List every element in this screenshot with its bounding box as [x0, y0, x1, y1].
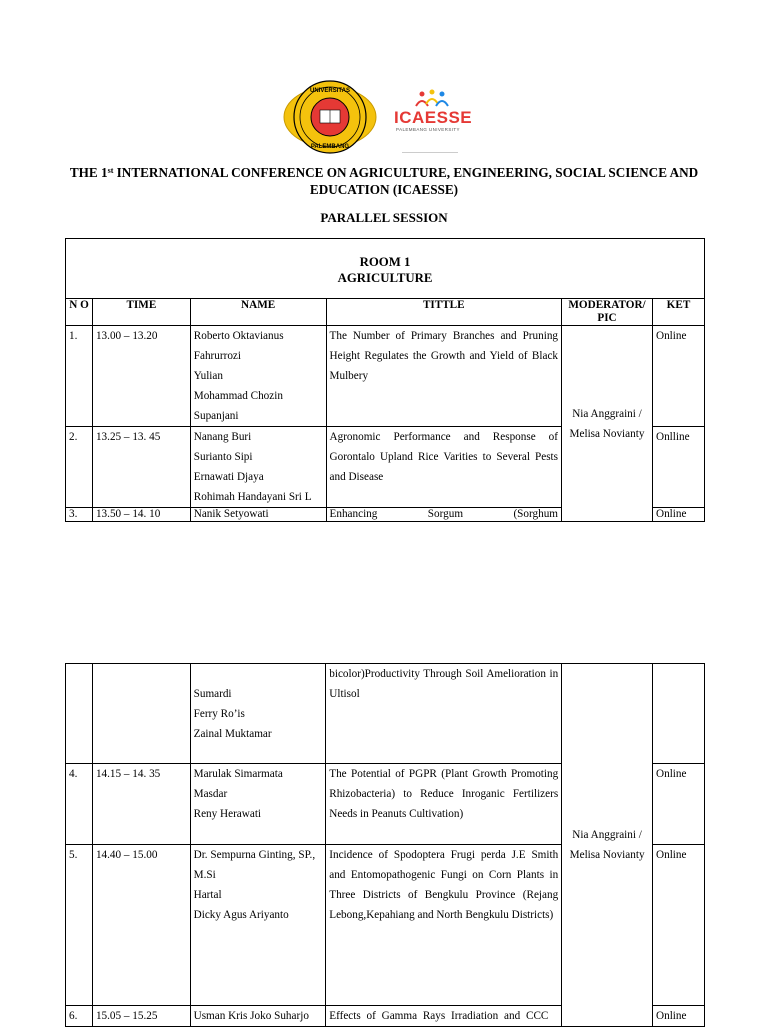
presenter-name: Fahrurrozi — [193, 350, 241, 362]
track-label: AGRICULTURE — [337, 270, 433, 285]
table-row — [66, 326, 705, 427]
row-no — [66, 664, 93, 764]
col-header-title: TITTLE — [326, 299, 561, 326]
presenter-name: Ernawati Djaya — [193, 471, 264, 483]
row-title: Effects of Gamma Rays Irradiation and CCC — [326, 1006, 562, 1027]
logo-divider — [402, 152, 458, 153]
presenter-name: Roberto Oktavianus — [193, 330, 284, 342]
row-time — [92, 664, 190, 764]
presenter-name: Mohammad Chozin — [193, 390, 283, 402]
presenter-name: Nanik Setyowati — [193, 508, 269, 520]
moderator-name: Nia Anggraini / — [572, 407, 642, 420]
row-ket: Online — [653, 1006, 705, 1027]
svg-text:UNIVERSITAS: UNIVERSITAS — [310, 88, 350, 94]
row-no: 4. — [66, 764, 93, 845]
row-names — [190, 427, 326, 508]
row-time: 14.15 – 14. 35 — [92, 764, 190, 845]
row-time: 15.05 – 15.25 — [92, 1006, 190, 1027]
row-no: 3. — [66, 508, 93, 522]
row-title: Incidence of Spodoptera Frugi perda J.E Smith and Entomopathogenic Fungi on Corn Plants in Three Districts of Bengkulu Province (Rejang Lebong,Kepahiang and North Bengkulu Districts) — [326, 845, 562, 1006]
moderator-name: Nia Anggraini / — [572, 829, 642, 841]
presenter-name — [194, 664, 323, 684]
icaesse-logo-subtext: PALEMBANG UNIVERSITY — [396, 127, 460, 132]
table-row — [66, 664, 705, 764]
moderator-name: Melisa Novianty — [569, 849, 645, 861]
conference-title: THE 1st INTERNATIONAL CONFERENCE ON AGRICULTURE, ENGINEERING, SOCIAL SCIENCE AND EDUCATION (ICAESSE) — [69, 165, 699, 197]
row-ket — [653, 664, 705, 764]
row-names — [190, 326, 326, 427]
col-header-time: TIME — [92, 299, 190, 326]
presenter-name: Dr. Sempurna Ginting, SP., M.Si — [193, 849, 316, 881]
presenter-name: Reny Herawati — [193, 808, 262, 820]
presenter-name: Zainal Muktamar — [193, 728, 272, 740]
room-label: ROOM 1 — [359, 255, 411, 269]
row-time: 13.25 – 13. 45 — [92, 427, 190, 508]
col-header-ket: KET — [652, 299, 704, 326]
row-ket: Online — [653, 845, 705, 1006]
row-time: 13.50 – 14. 10 — [92, 508, 190, 522]
moderator-name: Melisa Novianty — [569, 427, 645, 440]
row-names — [190, 1006, 326, 1027]
presenter-name: Surianto Sipi — [193, 451, 253, 463]
col-header-moderator: MODERATOR/ PIC — [562, 299, 653, 326]
presenter-name: Nanang Buri — [193, 431, 252, 443]
row-title: Agronomic Performance and Response of Gorontalo Upland Rice Varities to Several Pests and Disease — [326, 427, 561, 508]
col-header-name: NAME — [190, 299, 326, 326]
row-ket: Online — [652, 508, 704, 522]
room-header — [66, 239, 705, 299]
row-no: 5. — [66, 845, 93, 1006]
presenter-name: Dicky Agus Ariyanto — [193, 909, 289, 921]
presenter-name: Marulak Simarmata — [193, 768, 283, 780]
col-header-no: N O — [66, 299, 93, 326]
presenter-name: Sumardi — [193, 688, 232, 700]
row-title: The Number of Primary Branches and Pruning Height Regulates the Growth and Yield of Black Mulbery — [326, 326, 561, 427]
moderator-cell — [562, 664, 653, 1027]
svg-text:PALEMBANG: PALEMBANG — [310, 144, 350, 150]
schedule-table-page-2 — [65, 663, 705, 1027]
presenter-name: Supanjani — [193, 410, 239, 422]
header-logos — [282, 78, 482, 158]
row-no: 1. — [66, 326, 93, 427]
presenter-name: Masdar — [193, 788, 228, 800]
row-title: Enhancing Sorgum (Sorghum — [326, 508, 561, 522]
session-title: PARALLEL SESSION — [320, 210, 448, 225]
university-seal-logo — [282, 78, 378, 156]
row-ket: Online — [652, 326, 704, 427]
row-time: 14.40 – 15.00 — [92, 845, 190, 1006]
presenter-name: Ferry Ro’is — [193, 708, 245, 720]
schedule-table-page-1 — [65, 238, 705, 522]
row-ket: Onlline — [652, 427, 704, 508]
presenter-name: Usman Kris Joko Suharjo — [193, 1010, 309, 1022]
row-title: bicolor)Productivity Through Soil Amelioration in Ultisol — [326, 664, 562, 764]
presenter-name: Rohimah Handayani Sri L — [193, 491, 312, 503]
moderator-cell — [562, 326, 653, 522]
row-title: The Potential of PGPR (Plant Growth Promoting Rhizobacteria) to Reduce Inroganic Fertilizers Needs in Peanuts Cultivation) — [326, 764, 562, 845]
presenter-name: Yulian — [193, 370, 223, 382]
presenter-name: Hartal — [193, 889, 222, 901]
row-no: 6. — [66, 1006, 93, 1027]
icaesse-logo-text: ICAESSE — [394, 108, 473, 127]
row-ket: Online — [653, 764, 705, 845]
row-names — [190, 508, 326, 522]
row-names — [190, 845, 326, 1006]
row-names — [190, 664, 326, 764]
row-no: 2. — [66, 427, 93, 508]
row-time: 13.00 – 13.20 — [92, 326, 190, 427]
row-names — [190, 764, 326, 845]
